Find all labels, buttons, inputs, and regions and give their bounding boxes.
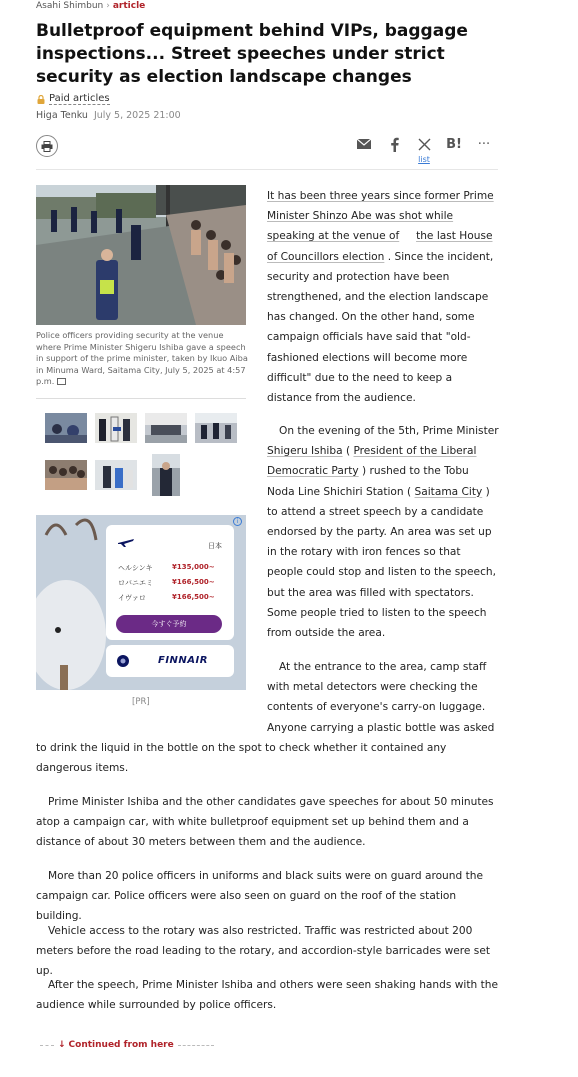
ad-price-card bbox=[106, 525, 234, 640]
paid-badge[interactable] bbox=[37, 93, 110, 105]
photo-thumbnail[interactable] bbox=[45, 460, 87, 490]
p2-text-e: ) rushed to the Tobu Noda Line Shichiri Station ( bbox=[267, 465, 469, 498]
down-arrow-icon: ↓ bbox=[58, 1040, 66, 1050]
photo-thumbnail[interactable] bbox=[145, 413, 187, 443]
saitama-city-link[interactable]: Saitama City bbox=[414, 485, 483, 498]
printer-icon bbox=[41, 141, 53, 152]
continued-label: Continued from here bbox=[68, 1040, 174, 1050]
article-paragraph-6: Vehicle access to the rotary was also restricted. Traffic was restricted about 200 meters before the road leading to the rotary, and accordion-style barricades were set up. bbox=[36, 925, 490, 978]
article-paragraph-1 bbox=[267, 186, 499, 408]
p1-text-c: . Since the incident, security and protection have been strengthened, and the election landscape has changed. On the other hand, some campaign officials have said that "old-fashioned elections will become more difficult" due to the need to keep a distance from the audience. bbox=[267, 250, 494, 405]
ad-price-1: ¥135,000~ bbox=[172, 563, 215, 571]
mail-icon[interactable] bbox=[356, 136, 372, 152]
photo-thumbnail[interactable] bbox=[95, 413, 137, 443]
ad-price-3: ¥166,500~ bbox=[172, 593, 215, 601]
caption-divider bbox=[36, 398, 246, 399]
photo-caption-text: Police officers providing security at the venue where Prime Minister Shigeru Ishiba gave a speech in support of the prime minister, taken by Ikuo Aiba in Minuma Ward, Saitama City, July 5, 2025 at 4:57 p.m. bbox=[36, 330, 248, 386]
breadcrumb-category[interactable]: article bbox=[112, 1, 146, 11]
paid-label: Paid articles bbox=[49, 93, 110, 104]
article-paragraph-3-column: At the entrance to the area, camp staff with metal detectors were checking the contents of everyone's carry-on luggage. Anyone carrying a plastic bottle was asked bbox=[267, 661, 495, 734]
ad-dest-3: イヴァロ bbox=[118, 594, 146, 602]
breadcrumb-site[interactable]: Asahi Shimbun bbox=[36, 1, 104, 11]
p2-text-g: ) to attend a street speech by a candidate endorsed by the party. An area was set up in the rotary with iron fences so that people could stop and listen to the speech, but the area was filled with spectators. Some people tried to listen to the speech from outside the area. bbox=[267, 485, 496, 640]
p2-text-a: On the evening of the 5th, Prime Minister bbox=[279, 425, 499, 437]
article-paragraph-3-continued: to drink the liquid in the bottle on the spot to check whether it contained any dangerous items. bbox=[36, 742, 447, 775]
house-of-councillors-link[interactable]: the last House of Councillors election bbox=[267, 230, 493, 263]
ad-dest-1: ヘルシンキ bbox=[118, 564, 153, 572]
shigeru-ishiba-link[interactable]: Shigeru Ishiba bbox=[267, 445, 343, 458]
continued-dash-right bbox=[178, 1045, 214, 1046]
finnair-logo-icon bbox=[116, 654, 130, 668]
x-share-group bbox=[416, 136, 432, 164]
ad-price-2: ¥166,500~ bbox=[172, 578, 215, 586]
article-paragraph-7: After the speech, Prime Minister Ishiba and others were seen shaking hands with the audience while surrounded by police officers. bbox=[36, 979, 498, 1012]
list-link[interactable]: list bbox=[418, 155, 430, 164]
p2-text-c: ( bbox=[345, 445, 351, 458]
byline bbox=[36, 110, 181, 121]
airplane-icon bbox=[118, 537, 134, 547]
share-bar bbox=[356, 136, 492, 164]
publish-date: July 5, 2025 21:00 bbox=[93, 110, 181, 121]
photo-thumbnail[interactable] bbox=[195, 413, 237, 443]
ad-brand-card bbox=[106, 645, 234, 677]
hatena-bookmark-icon[interactable]: B! bbox=[446, 136, 462, 152]
ad-pr-label: [PR] bbox=[132, 697, 150, 707]
lock-icon bbox=[37, 95, 45, 104]
article-paragraph-5: More than 20 police officers in uniforms and black suits were on guard around the campaign car. Police officers were also seen on guard on the roof of the station building. bbox=[36, 870, 483, 923]
ldp-president-link[interactable]: President of the Liberal Democratic Party bbox=[267, 445, 477, 478]
p1-text-a: It has been three years since former Prime Minister Shinzo Abe was shot while speaking at the venue of bbox=[267, 190, 494, 243]
continued-dash-left bbox=[40, 1045, 54, 1046]
more-options-icon[interactable]: ··· bbox=[477, 136, 491, 152]
ad-brand: FINNAIR bbox=[158, 655, 208, 666]
ad-dest-2: ロバニエミ bbox=[118, 579, 153, 587]
print-button[interactable] bbox=[36, 135, 58, 157]
photo-thumbnail[interactable] bbox=[45, 413, 87, 443]
author-name[interactable]: Higa Tenku bbox=[36, 110, 88, 121]
continued-marker[interactable] bbox=[36, 1040, 218, 1050]
enlarge-photo-icon[interactable] bbox=[57, 378, 66, 385]
breadcrumb bbox=[36, 1, 145, 11]
article-toolbar bbox=[36, 132, 498, 170]
breadcrumb-separator: › bbox=[106, 1, 110, 11]
article-paragraph-4: Prime Minister Ishiba and the other candidates gave speeches for about 50 minutes atop a campaign car, with white bulletproof equipment set up behind them and a distance of about 30 meters between them and the audience. bbox=[36, 796, 494, 849]
photo-thumbnail[interactable] bbox=[95, 460, 137, 490]
ad-banner[interactable] bbox=[36, 515, 246, 690]
article-title: Bulletproof equipment behind VIPs, baggage inspections... Street speeches under strict security as election landscape changes bbox=[36, 21, 468, 87]
ad-tag: 日本 bbox=[208, 542, 222, 550]
main-photo[interactable] bbox=[36, 185, 246, 325]
article-paragraph-2 bbox=[267, 421, 499, 643]
facebook-icon[interactable] bbox=[386, 136, 402, 152]
photo-caption bbox=[36, 330, 248, 388]
ad-info-icon[interactable]: i bbox=[233, 517, 242, 526]
x-icon[interactable] bbox=[416, 136, 432, 152]
photo-thumbnail[interactable] bbox=[152, 454, 180, 496]
ad-book-now-button[interactable]: 今すぐ予約 bbox=[116, 615, 222, 633]
